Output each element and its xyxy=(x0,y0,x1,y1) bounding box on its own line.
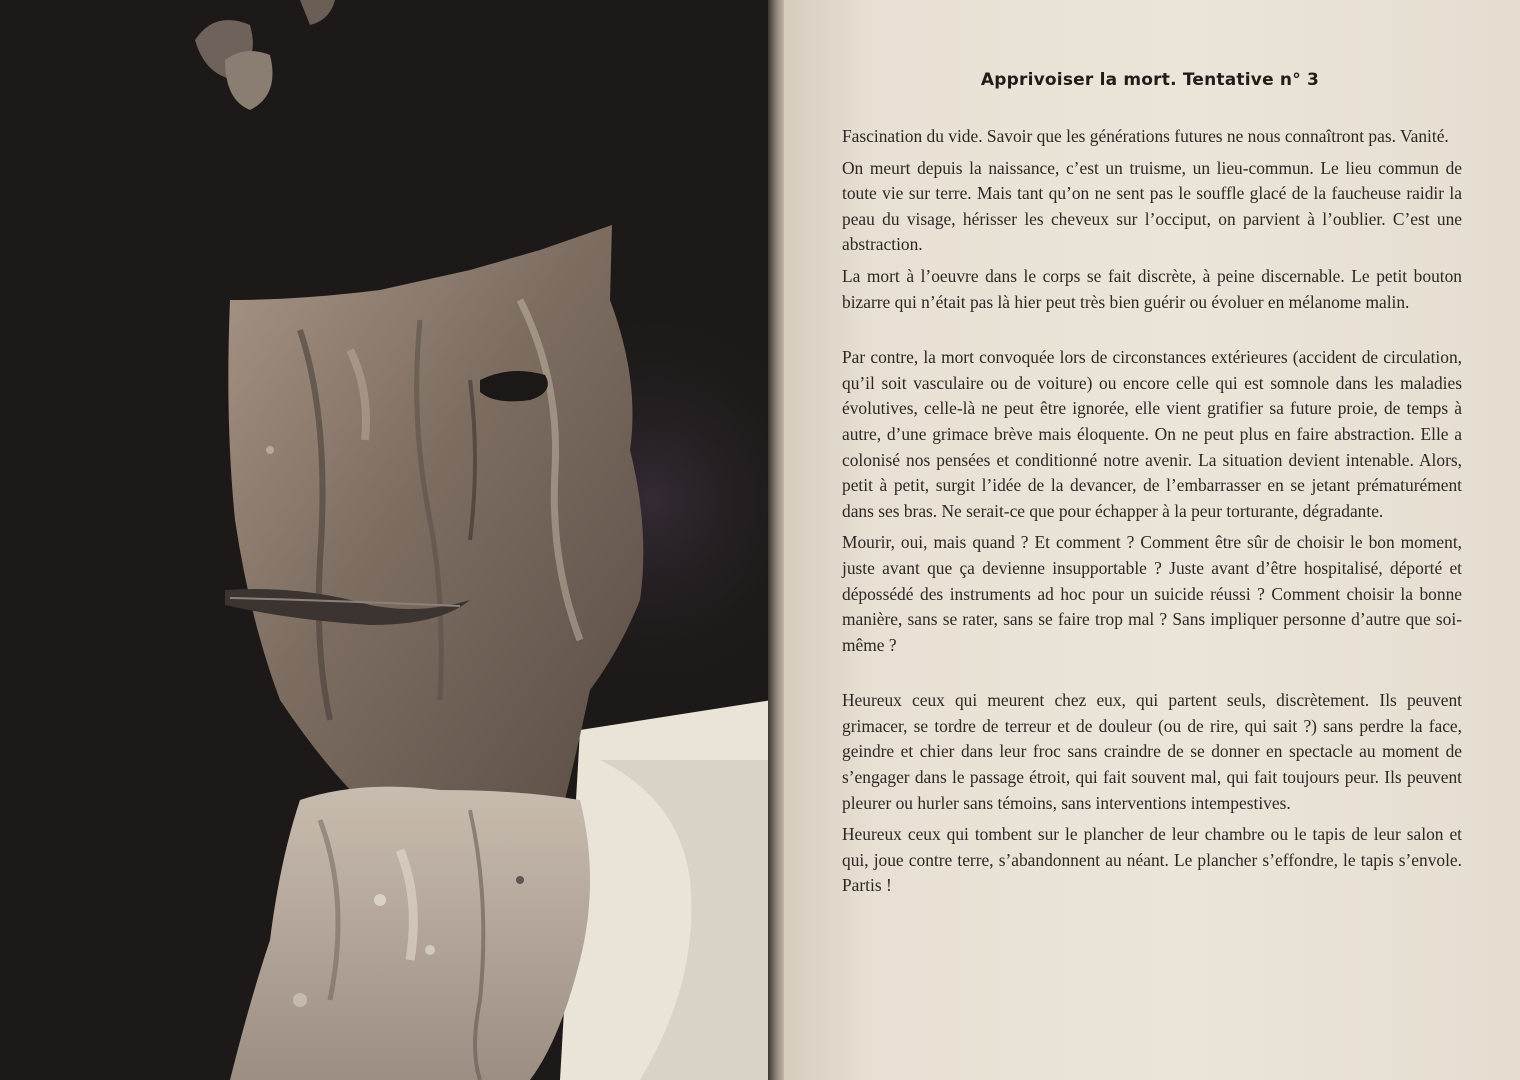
paragraph: Fascination du vide. Savoir que les générations futures ne nous connaîtront pas. Vanité. xyxy=(842,126,1449,146)
paragraph: La mort à l’oeuvre dans le corps se fait discrète, à peine discernable. Le petit bouton bizarre qui n’était pas là hier peut très bien guérir ou évoluer en mélanome malin. xyxy=(842,265,1462,312)
paragraph: Par contre, la mort convoquée lors de circonstances extérieures (accident de circulation, qu’il soit vasculaire ou de voiture) ou encore celle qui est somnole dans les maladies évolutives, celle-là ne peut être ignorée, elle vient gratifier sa future proie, de temps à autre, d’une grimace brève mais éloquente. On ne peut plus en faire abstraction. Elle a colonisé nos pensées et conditionné notre avenir. La situation devient intenable. Alors, petit à petit, surgit l’idée de la devancer, de l’embarrasser en se jetant prématurément dans ses bras. Ne serait-ce que pour échapper à la peur torturante, dégradante. xyxy=(842,347,1462,521)
paragraph: Mourir, oui, mais quand ? Et comment ? Comment être sûr de choisir le bon moment, juste avant que ça devienne insupportable ? Juste avant d’être hospitalisé, déporté et dépossédé des instruments ad hoc pour un suicide réussi ? Comment choisir la bonne manière, sans se rater, sans se faire trop mal ? Sans impliquer personne d’autre que soi-même ? xyxy=(842,532,1462,655)
paragraph: On meurt depuis la naissance, c’est un truisme, un lieu-commun. Le lieu commun de toute vie sur terre. Mais tant qu’on ne sent pas le souffle glacé de la faucheuse raidir la peau du visage, hérisser les cheveux sur l’occiput, on parvient à l’oublier. C’est une abstraction. xyxy=(842,157,1462,255)
chapter-text xyxy=(842,124,1462,905)
right-page xyxy=(784,0,1520,1080)
chapter-title: Apprivoiser la mort. Tentative n° 3 xyxy=(980,70,1320,90)
paragraph: Heureux ceux qui meurent chez eux, qui partent seuls, discrètement. Ils peuvent grimacer, se tordre de terreur et de douleur (ou de rire, qui sait ?) sans perdre la face, geindre et chier dans leur froc sans craindre de se donner en spectacle au moment de s’engager dans le passage étroit, qui fait souvent mal, qui fait toujours peur. Ils peuvent pleurer ou hurler sans témoins, sans interventions intempestives. xyxy=(842,690,1462,813)
paragraph: Heureux ceux qui tombent sur le plancher de leur chambre ou le tapis de leur salon et qui, joue contre terre, s’abandonnent au néant. Le plancher s’effondre, le tapis s’envole. Partis ! xyxy=(842,824,1462,896)
